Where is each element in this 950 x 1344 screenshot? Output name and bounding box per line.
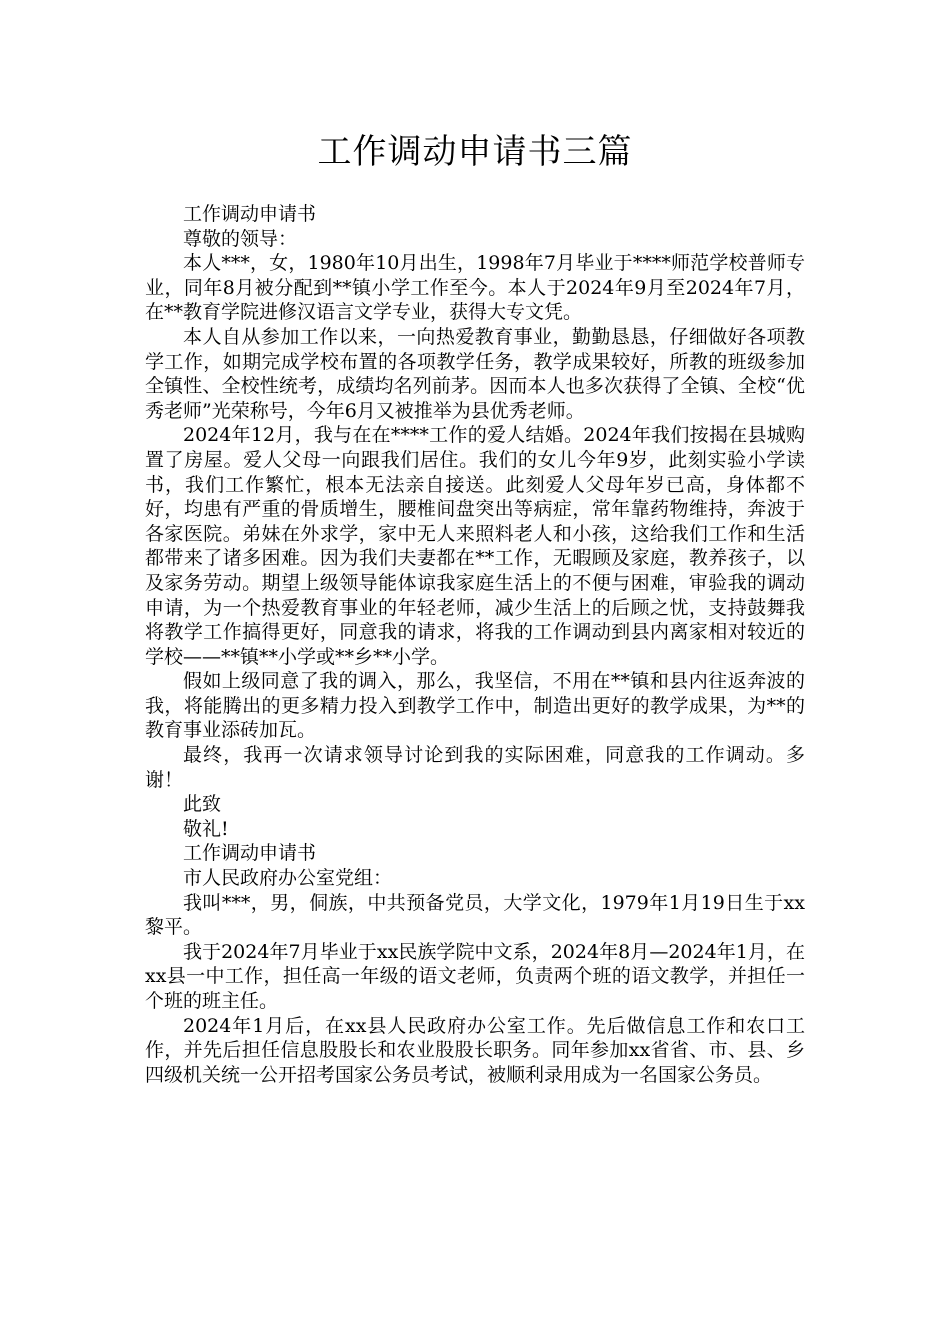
paragraph-letter2-career: 2024年1月后，在xx县人民政府办公室工作。先后做信息工作和农口工作，并先后担任信息股股长和农业股股长职务。同年参加xx省省、市、县、乡四级机关统一公开招考国家公务员考试，被顺利录用成为一名国家公务员。 [145,1014,805,1086]
paragraph-letter1-cizhi: 此致 [183,793,222,816]
document-title: 工作调动申请书三篇 [317,132,633,172]
paragraph-letter1-heading: 工作调动申请书 [183,203,317,225]
paragraph-letter2-heading: 工作调动申请书 [183,842,317,865]
paragraph-letter2-intro: 我叫***，男，侗族，中共预备党员，大学文化，1979年1月19日生于xx黎平。 [145,891,805,939]
paragraph-letter1-salutation: 尊敬的领导： [183,227,298,250]
paragraph-letter1-jingli: 敬礼! [183,817,229,840]
document-body [145,202,805,1087]
paragraph-letter1-closing: 最终，我再一次请求领导讨论到我的实际困难，同意我的工作调动。多谢！ [145,744,805,791]
paragraph-letter1-family: 2024年12月，我与在在****工作的爱人结婚。2024年我们按揭在县城购置了房屋。爱人父母一向跟我们居住。我们的女儿今年9岁，此刻实验小学读书，我们工作繁忙，根本无法亲自接送。此刻爱人父母年岁已高，身体都不好，均患有严重的骨质增生，腰椎间盘突出等病症，常年靠药物维持，奔波于各家医院。弟妹在外求学，家中无人来照料老人和小孩，这给我们工作和生活都带来了诸多困难。因为我们夫妻都在**工作，无暇顾及家庭，教养孩子，以及家务劳动。期望上级领导能体谅我家庭生活上的不便与困难，审验我的调动申请，为一个热爱教育事业的年轻老师，减少生活上的后顾之忧，支持鼓舞我将教学工作搞得更好，同意我的请求，将我的工作调动到县内离家相对较近的学校——**镇**小学或**乡**小学。 [145,424,805,668]
paragraph-letter1-benefit: 假如上级同意了我的调入，那么，我坚信，不用在**镇和县内往返奔波的我，将能腾出的更多精力投入到教学工作中，制造出更好的教学成果，为**的教育事业添砖加瓦。 [145,670,805,742]
paragraph-letter2-education: 我于2024年7月毕业于xx民族学院中文系，2024年8月—2024年1月，在xx县一中工作，担任高一年级的语文老师，负责两个班的语文教学，并担任一个班的班主任。 [145,940,805,1012]
paragraph-letter1-intro: 本人***，女，1980年10月出生，1998年7月毕业于****师范学校普师专业，同年8月被分配到**镇小学工作至今。本人于2024年9月至2024年7月，在**教育学院进修汉语言文学专业，获得大专文凭。 [145,252,805,324]
paragraph-letter1-work: 本人自从参加工作以来，一向热爱教育事业，勤勤恳恳，仔细做好各项教学工作，如期完成学校布置的各项教学任务，教学成果较好，所教的班级参加全镇性、全校性统考，成绩均名列前茅。因而本人也多次获得了全镇、全校“优秀老师”光荣称号，今年6月又被推举为县优秀老师。 [145,325,805,422]
paragraph-letter2-salutation: 市人民政府办公室党组： [183,867,393,890]
document-page [145,128,805,1087]
